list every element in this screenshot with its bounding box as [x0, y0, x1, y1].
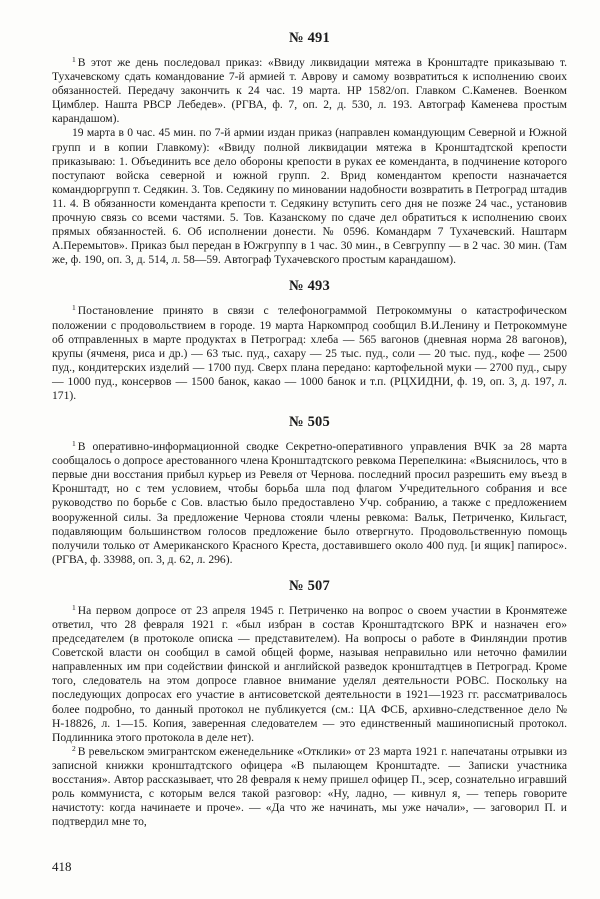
footnote-paragraph: [52, 440, 567, 567]
footnote-paragraph: [52, 56, 567, 126]
section-491: [52, 30, 567, 267]
section-heading: № 507: [289, 577, 330, 594]
section-505: [52, 414, 567, 567]
section-heading: № 505: [289, 414, 330, 431]
section-heading: № 493: [289, 278, 330, 295]
paragraph-text: В этот же день последовал приказ: «Ввиду ликвидации мятежа в Кронштадте приказываю т. Тухачевскому сдать командование 7-й армией т. Аврову и самому возвратиться к исполнению своих обязанностей. Передачу закончить к 24 час. 19 марта. НР 1582/оп. Главком С.Каменев. Военком Цимблер. Нашта РВСР Лебедев». (РГВА, ф. 7, оп. 2, д. 530, л. 193. Автограф Каменева простым карандашом).: [52, 56, 567, 126]
footnote-marker: 1: [72, 602, 76, 612]
paragraph-text: В ревельском эмигрантском еженедельнике «Отклики» от 23 марта 1921 г. напечатаны отрывки из записной книжки кронштадтского офицера «В пылающем Кронштадте. — Записки участника восстания». Автор рассказывает, что 28 февраля к нему пришел офицер П., эсер, сознательно игравший роль коммуниста, с которым велся такой разговор: «Ну, ладно, — кивнул я, — теперь говорите начистоту: когда начинаете и проче». — «Да что же начинать, мы уже начали», — заговорил П. и подтвердил мне то,: [52, 744, 567, 829]
paragraph-text: На первом допросе от 23 апреля 1945 г. Петриченко на вопрос о своем участии в Кронмятеже ответил, что 28 февраля 1921 г. «был избран в состав Кронштадтского ВРК и назначен его» председателем (в протоколе описка — представителем). На вопросы о работе в Финляндии против Советской власти он сообщил в самой общей форме, называя неправильно или неточно фамилии направленных им при содействии финской и английской разведок кронштадтцев в Петроград. Кроме того, следователь на этом допросе главное внимание уделял деятельности РОВС. Поскольку на последующих допросах его участие в антисоветской деятельности в 1921—1923 гг. рассматривалось более подробно, то данный протокол не публикуется (см.: ЦА ФСБ, архивно-следственное дело № Н-18826, л. 1—15. Копия, заверенная следователем — это единственный машинописный протокол. Подлинника этого протокола в деле нет).: [52, 603, 567, 744]
section-493: [52, 278, 567, 403]
section-heading: № 491: [289, 30, 330, 46]
footnote-paragraph: [52, 604, 567, 745]
page-content: [52, 30, 567, 829]
section-507: [52, 578, 567, 830]
footnote-marker: 1: [72, 55, 76, 64]
footnote-marker: 2: [72, 743, 76, 753]
footnote-paragraph: [52, 745, 567, 830]
footnote-marker: 1: [72, 439, 76, 449]
paragraph-text: В оперативно-информационной сводке Секретно-оперативного управления ВЧК за 28 марта сообщалось о допросе арестованного члена Кронштадтского ревкома Перепелкина: «Выяснилось, что в первые дни восстания прибыл курьер из Ревеля от Чернова. последний просил разрешить ему въезд в Кронштадт, но с тем условием, чтобы борьба шла под флагом Учредительного собрания и все руководство по борьбе с Сов. властью было предоставлено Учр. собранию, а также с предложением вооруженной силы. За предложение Чернова стояли члены ревкома: Вальк, Петриченко, Кильгаст, подавляющим большинством голосов предложение было отвергнуто. Продовольственную помощь получили только от Американского Красного Креста, доставившего около 400 пуд. [и ящик] папирос». (РГВА, ф. 33988, оп. 3, д. 62, л. 296).: [52, 440, 567, 566]
paragraph-text: 19 марта в 0 час. 45 мин. по 7-й армии издан приказ (направлен командующим Северной и Южной групп и в копии Главкому): «Ввиду полной ликвидации мятежа в Кронштадтской крепости приказываю: 1. Объединить все дело обороны крепости в руках ее коменданта, в подчинение которого поступают войска северной и южной групп. 2. Врид комендантом крепости назначается командюргрупп т. Седякин. 3. Тов. Седякину по миновании надобности возвратить в Петроград штадив 11. 4. В обязанности коменданта крепости т. Седякину вступить сего дня не позже 24 час., установив прочную связь со всеми частями. 5. Тов. Казанскому по сдаче дел обратиться к исполнению своих прямых обязанностей. 6. Об исполнении донести. № 0596. Командарм 7 Тухачевский. Наштарм А.Перемытов». Приказ был передан в Южгруппу в 1 час. 30 мин., в Севгруппу — в 2 час. 30 мин. (Там же, ф. 190, оп. 3, д. 514, л. 58—59. Автограф Тухачевского простым карандашом).: [52, 126, 567, 267]
paragraph-text: Постановление принято в связи с телефонограммой Петрокоммуны о катастрофическом положении с продовольствием в городе. 19 марта Наркомпрод сообщил В.И.Ленину и Петрокоммуне об отправленных в марте продуктах в Петроград: хлеба — 565 вагонов (дневная норма 28 вагонов), крупы (ячменя, риса и др.) — 63 тыс. пуд., сахару — 25 тыс. пуд., соли — 20 тыс. пуд., кофе — 2500 пуд., кондитерских изделий — 1700 пуд. Сверх плана передано: картофельной муки — 2700 пуд., сыру — 1000 пуд., консервов — 1500 банок, какао — 1000 банок и т.п. (РЦХИДНИ, ф. 19, оп. 3, д. 197, л. 171).: [52, 304, 567, 402]
footnote-paragraph: [52, 304, 567, 403]
footnote-paragraph: [52, 126, 567, 267]
page-number: 418: [52, 859, 72, 874]
footnote-marker: 1: [72, 303, 76, 313]
